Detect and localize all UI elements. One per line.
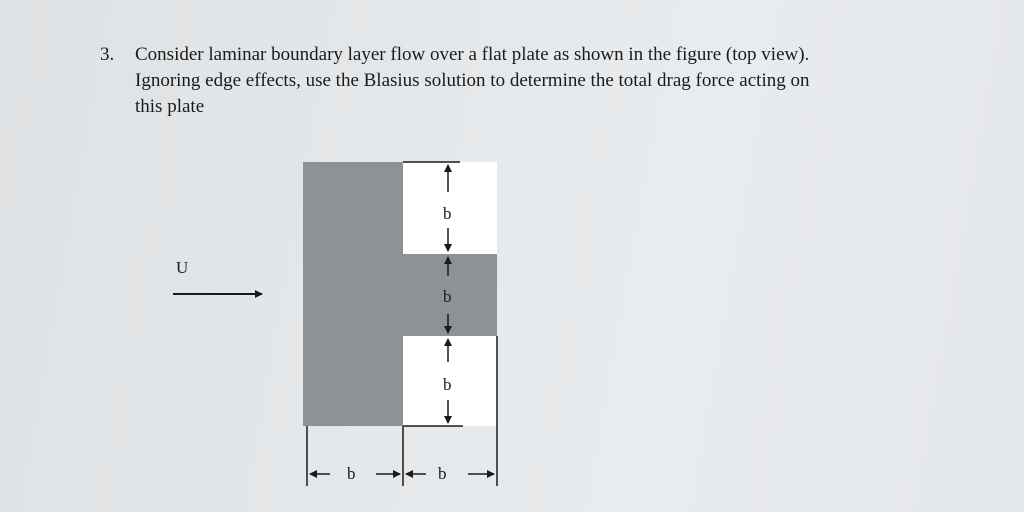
problem-line-2: Ignoring edge effects, use the Blasius solution to determine the total drag force acting on — [135, 70, 810, 91]
problem-number: 3. — [100, 44, 115, 65]
dim-bottom-label: b — [443, 375, 452, 394]
flow-label: U — [176, 258, 189, 277]
problem-line-3: this plate — [135, 96, 205, 117]
dim-left-label: b — [347, 464, 356, 483]
dim-middle-label: b — [443, 287, 452, 306]
problem-line-1: Consider laminar boundary layer flow over a flat plate as shown in the figure (top view). — [135, 44, 810, 65]
dim-top-label: b — [443, 204, 452, 223]
dim-right-label: b — [438, 464, 447, 483]
